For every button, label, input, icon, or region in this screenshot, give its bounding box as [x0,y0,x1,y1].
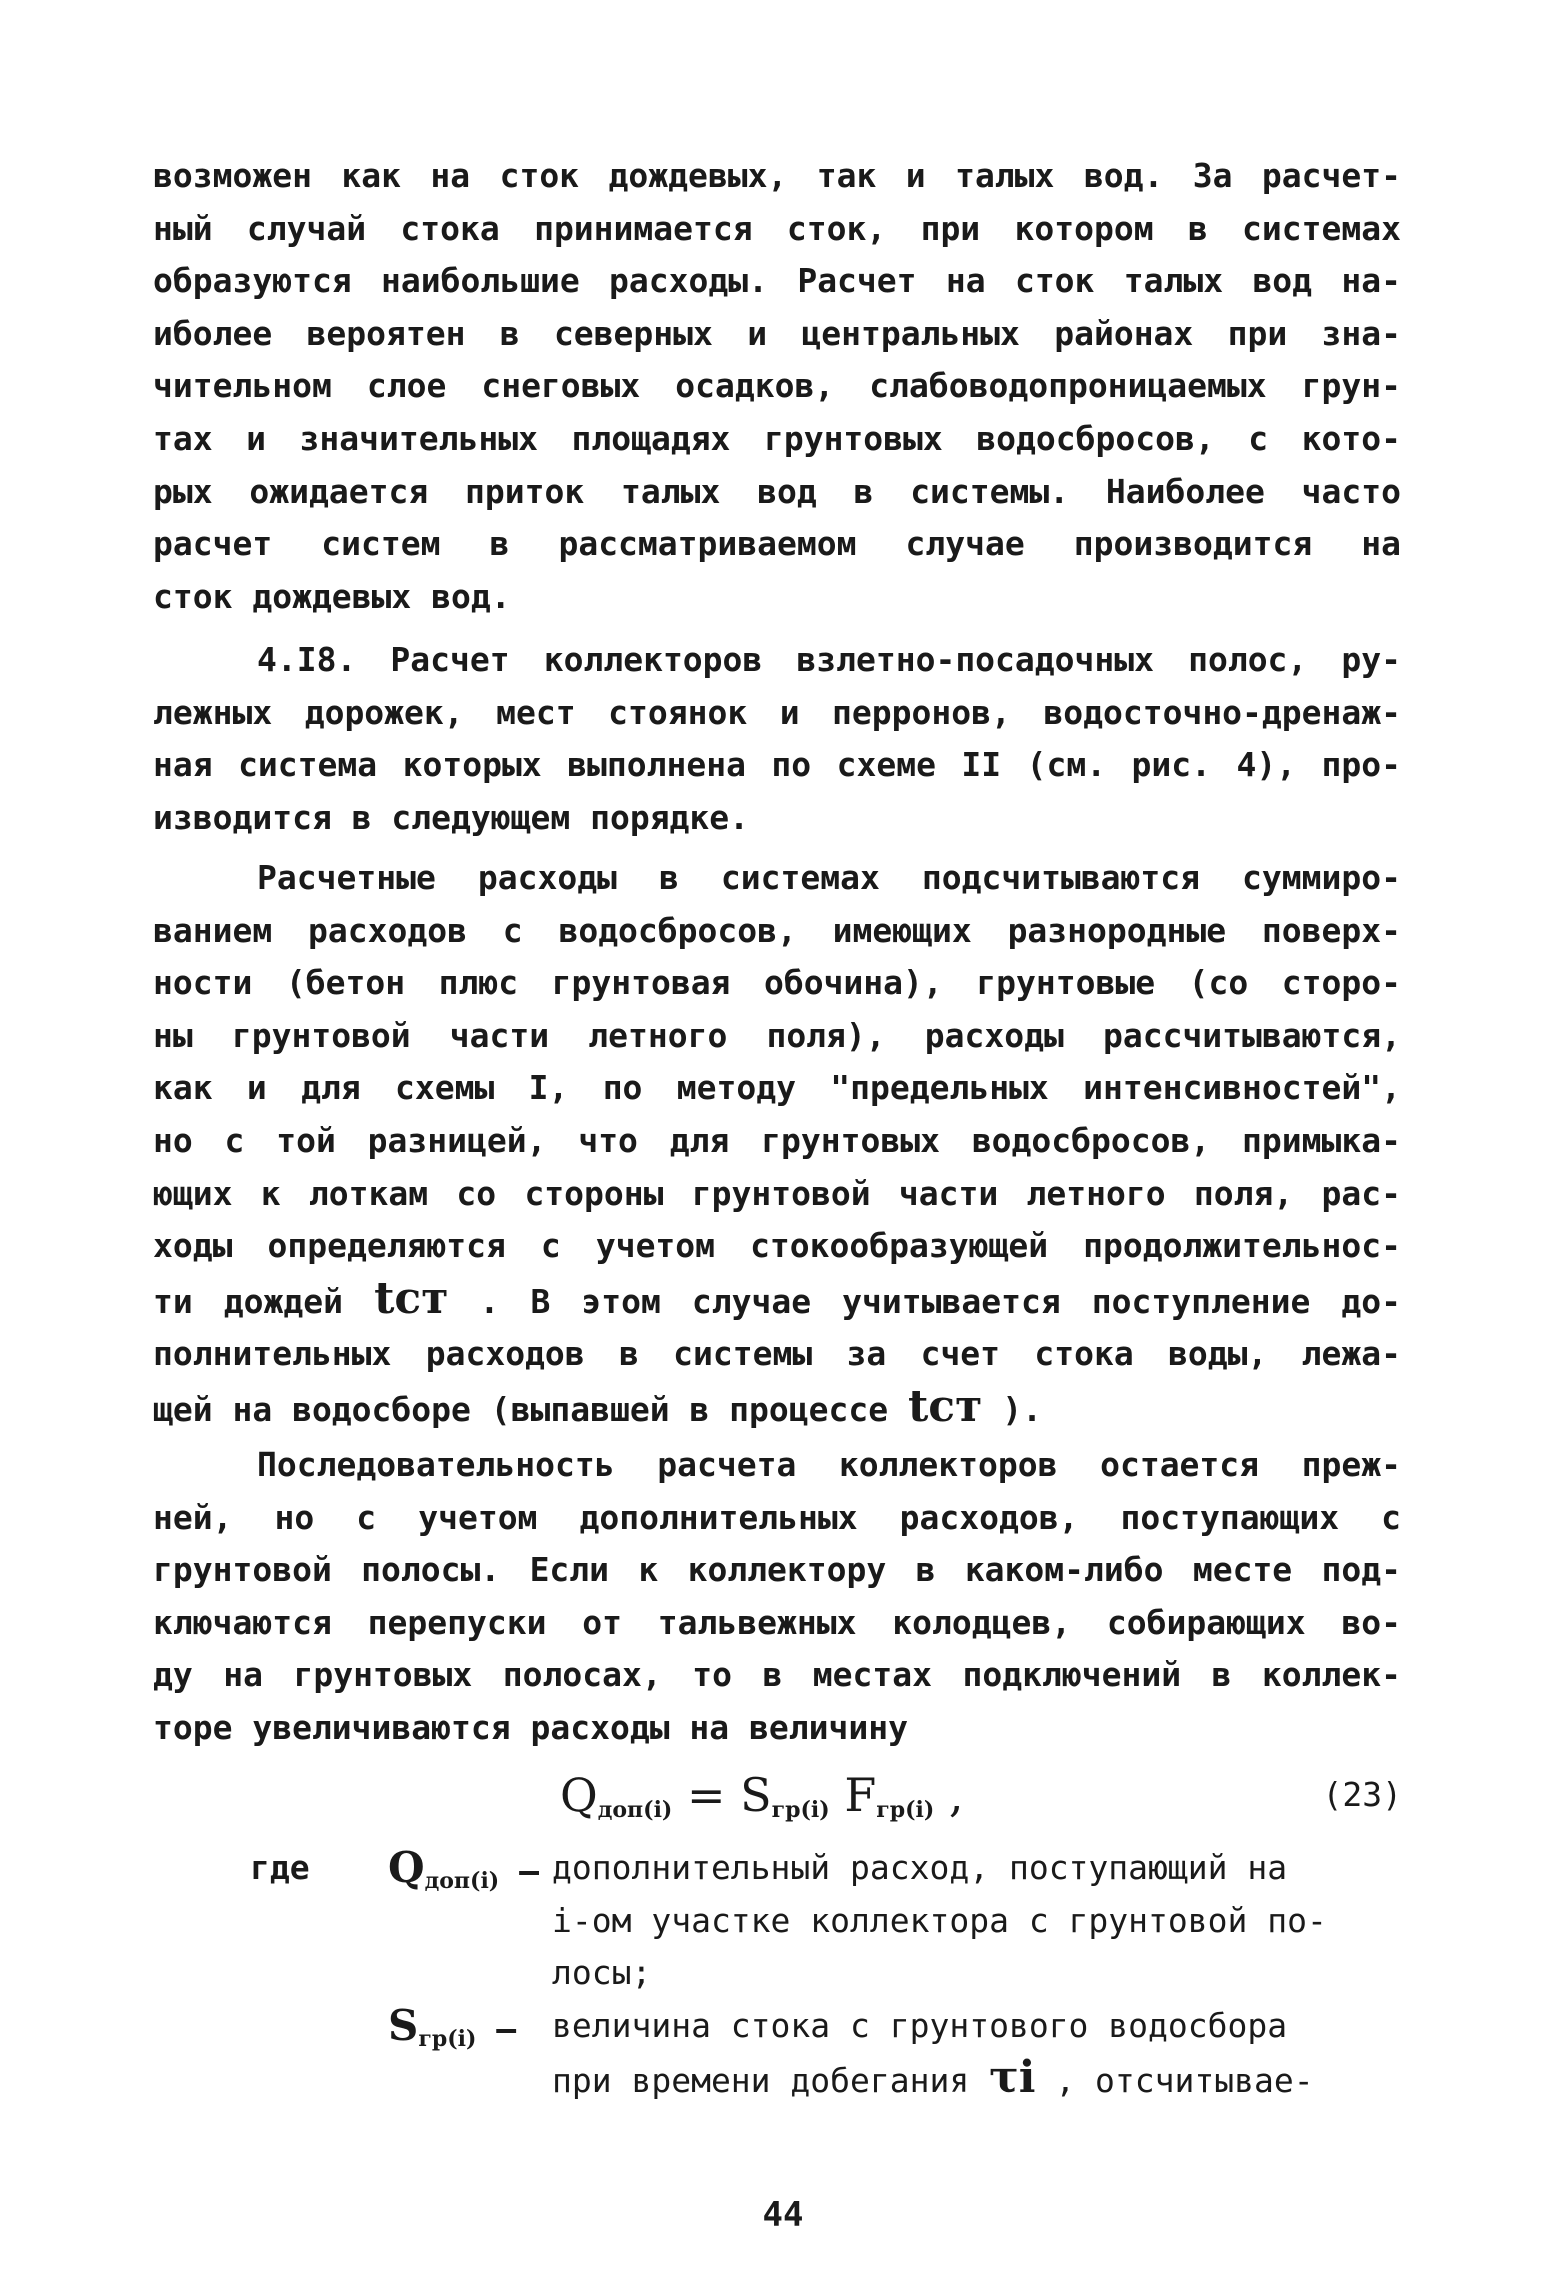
text-line: ны грунтовой части летного поля), расходы рассчитываются, [153,1015,1401,1055]
text-line: величина стока с грунтового водосбора [552,2005,1288,2045]
text-line: тах и значительных площадях грунтовых водосбросов, с кото- [153,418,1401,458]
s-symbol: S [740,1768,772,1822]
text-line: расчет систем в рассматриваемом случае производится на [153,524,1401,564]
text-line: ющих к лоткам со стороны грунтовой части летного поля, рас- [153,1173,1401,1213]
text-line: при времени добегания τi , отсчитывае- [552,2052,1314,2104]
definitions-list [250,1842,1402,2108]
text-fragment: ти дождей [153,1281,344,1321]
definition-text [552,1842,1402,2000]
definition-item [250,2000,1402,2108]
paragraph-4 [153,1439,1401,1755]
where-label: где [250,1848,310,1887]
text-line: торе увеличиваются расходы на величину [153,1707,908,1747]
text-line: лежных дорожек, мест стоянок и перронов, водосточно-дренаж- [153,692,1401,732]
text-line: рых ожидается приток талых вод в системы. Наиболее часто [153,471,1401,511]
text-line: чительном слое снеговых осадков, слабоводопроницаемых грун- [153,366,1401,406]
text-line: ключаются перепуски от тальвежных колодцев, собирающих во- [153,1602,1401,1642]
text-line: ности (бетон плюс грунтовая обочина), грунтовые (со сторо- [153,963,1401,1003]
formula-comma: , [948,1768,964,1822]
text-line: образуются наибольшие расходы. Расчет на сток талых вод на- [153,261,1401,301]
q-symbol: Q [560,1768,598,1822]
s-subscript: гр(i) [771,1797,830,1823]
text-line [153,1381,1401,1437]
text-line: полнительных расходов в системы за счет стока воды, лежа- [153,1334,1401,1374]
text-line: ней, но с учетом дополнительных расходов, поступающих с [153,1497,1401,1537]
text-line: 4.I8. Расчет коллекторов взлетно-посадочных полос, ру- [257,640,1401,679]
text-line: ная система которых выполнена по схеме II (см. рис. 4), про- [153,745,1401,785]
text-fragment: . В этом случае учитывается поступление до- [479,1281,1401,1321]
definition-symbol: $Q_{доп(i)}$ – [388,1843,539,1894]
definition-item [250,1842,1402,2000]
text-line: ный случай стока принимается сток, при котором в системах [153,208,1401,248]
text-line: грунтовой полосы. Если к коллектору в каком-либо месте под- [153,1550,1401,1590]
t-st-symbol: tст [907,1380,983,1432]
text-line [153,1273,1401,1329]
text-line: i-ом участке коллектора с грунтовой по- [552,1900,1327,1940]
q-subscript: доп(i) [597,1797,673,1823]
formula-23 [560,1760,1402,1830]
text-line: ванием расходов с водосбросов, имеющих разнородные поверх- [153,910,1401,950]
paragraph-3 [153,852,1401,1437]
t-st-symbol: tст [374,1272,449,1324]
definition-symbol: $S_{гр(i)}$ – [388,2000,517,2052]
text-line: лосы; [552,1953,652,1993]
text-line: как и для схемы I, по методу "предельных интенсивностей", [153,1068,1401,1108]
text-line: возможен как на сток дождевых, так и талых вод. За расчет- [153,156,1401,195]
formula-number: (23) [1322,1775,1402,1814]
page-number: 44 [762,2195,804,2235]
text-fragment: ). [1002,1389,1042,1429]
definition-text [552,2000,1402,2108]
f-subscript: гр(i) [876,1797,935,1823]
equals-sign: = [686,1768,726,1822]
tau-symbol: τi [989,2052,1036,2104]
text-line: ходы определяются с учетом стокообразующей продолжительнос- [153,1226,1401,1266]
text-line: Последовательность расчета коллекторов остается преж- [257,1445,1401,1484]
text-line: Расчетные расходы в системах подсчитываются суммиро- [257,858,1401,897]
text-fragment: щей на водосборе (выпавшей в процессе [153,1389,889,1429]
text-line: изводится в следующем порядке. [153,797,750,837]
paragraph-2 [153,634,1401,844]
paragraph-1 [153,150,1401,623]
text-line: сток дождевых вод. [153,576,511,616]
text-line: но с той разницей, что для грунтовых водосбросов, примыка- [153,1120,1401,1160]
formula-expression [560,1760,964,1845]
text-line: иболее вероятен в северных и центральных районах при зна- [153,313,1401,353]
f-symbol: F [844,1768,877,1822]
text-line: ду на грунтовых полосах, то в местах подключений в коллек- [153,1655,1401,1695]
text-line: дополнительный расход, поступающий на [552,1848,1288,1887]
